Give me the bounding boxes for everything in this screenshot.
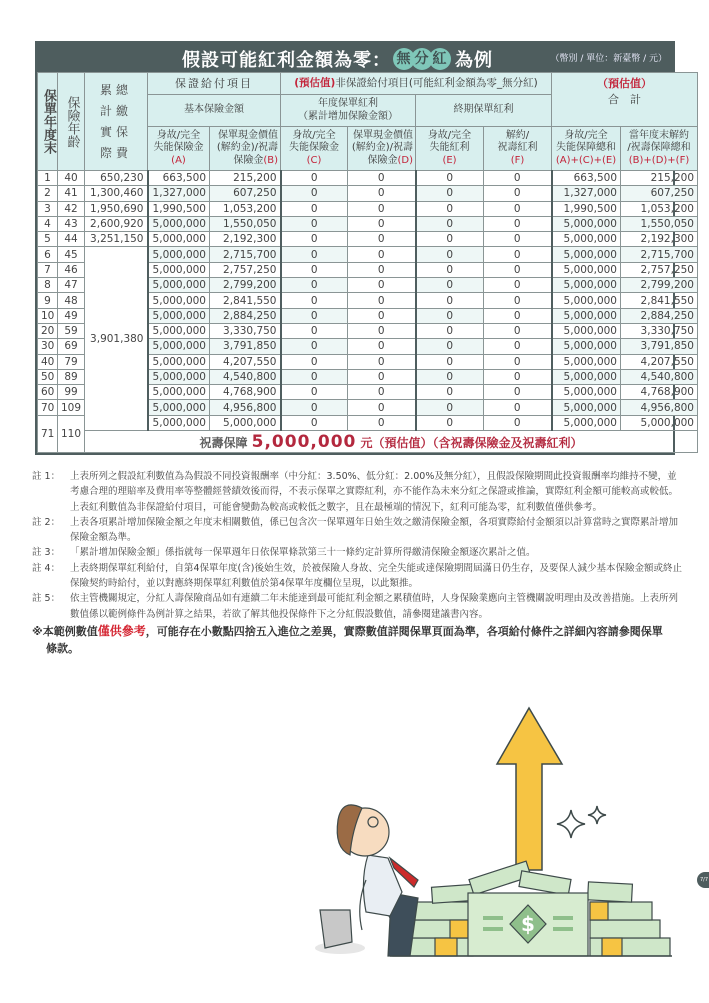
disclaimer-suffix: ，可能存在小數點四捨五入進位之差異，實際數值詳閱保單頁面為準，各項給付條件之詳細內容請參閱保單 — [145, 624, 663, 638]
total-group-header — [552, 73, 698, 127]
cell-g: 5,000,000 — [552, 323, 621, 338]
cell-premium: 1,950,690 — [85, 201, 148, 216]
cell-b: 5,000,000 — [210, 415, 281, 430]
cell-policy-year: 7 — [38, 262, 58, 277]
cell-c: 0 — [281, 385, 348, 400]
disclaimer-prefix: ※本範例數值 — [32, 624, 98, 638]
cell-d: 0 — [348, 171, 416, 186]
badge-fen: 分 — [411, 48, 433, 70]
cell-age: 99 — [58, 385, 85, 400]
cell-age: 44 — [58, 232, 85, 247]
cell-c: 0 — [281, 323, 348, 338]
cell-b: 3,791,850 — [210, 339, 281, 354]
cell-premium: 3,251,150 — [85, 232, 148, 247]
table-title — [182, 46, 493, 72]
cell-b: 4,540,800 — [210, 369, 281, 384]
cell-premium-merged: 3,901,380 — [85, 247, 148, 431]
cell-policy-year: 30 — [38, 339, 58, 354]
cell-c: 0 — [281, 400, 348, 415]
cell-age: 49 — [58, 308, 85, 323]
cell-c: 0 — [281, 308, 348, 323]
cell-d: 0 — [348, 201, 416, 216]
cell-h: 2,799,200 — [621, 278, 698, 293]
cell-f: 0 — [484, 278, 552, 293]
illustration-table — [35, 41, 694, 455]
cell-a: 1,327,000 — [148, 186, 210, 201]
cell-h: 2,715,700 — [621, 247, 698, 262]
cell-c: 0 — [281, 201, 348, 216]
cell-c: 0 — [281, 232, 348, 247]
table-body — [38, 171, 698, 453]
cell-g: 663,500 — [552, 171, 621, 186]
cell-f: 0 — [484, 369, 552, 384]
cell-b: 1,550,050 — [210, 216, 281, 231]
cell-policy-year: 10 — [38, 308, 58, 323]
footnote — [32, 545, 682, 560]
cell-a: 5,000,000 — [148, 323, 210, 338]
cell-c: 0 — [281, 186, 348, 201]
col-age: 保險年齡 — [58, 73, 85, 171]
cell-f: 0 — [484, 385, 552, 400]
cell-g: 5,000,000 — [552, 400, 621, 415]
cell-a: 5,000,000 — [148, 354, 210, 369]
cell-g: 5,000,000 — [552, 216, 621, 231]
cell-policy-year: 40 — [38, 354, 58, 369]
cell-d: 0 — [348, 354, 416, 369]
cell-age: 48 — [58, 293, 85, 308]
cell-f: 0 — [484, 339, 552, 354]
cell-e: 0 — [416, 278, 484, 293]
cell-h: 4,956,800 — [621, 400, 698, 415]
cell-policy-year: 2 — [38, 186, 58, 201]
cell-g: 5,000,000 — [552, 339, 621, 354]
cell-b: 2,192,300 — [210, 232, 281, 247]
annual-dividend-header — [281, 95, 416, 127]
footnote-text: 上表各項累計增加保險金額之年度末相關數值，係已包含次一保單週年日始生效之繳清保險金額，各項實際給付金額須以計算當時之實際累計增加保險金額為準。 — [70, 516, 679, 544]
cell-policy-year: 4 — [38, 216, 58, 231]
cell-b: 4,768,900 — [210, 385, 281, 400]
cell-g: 5,000,000 — [552, 247, 621, 262]
cell-h: 2,192,300 — [621, 232, 698, 247]
cell-c: 0 — [281, 278, 348, 293]
estimate-label: (預估值) — [294, 76, 336, 89]
cell-e: 0 — [416, 400, 484, 415]
cell-a: 5,000,000 — [148, 308, 210, 323]
maturity-benefit-summary — [85, 431, 698, 453]
cell-age: 43 — [58, 216, 85, 231]
terminal-dividend-header: 終期保單紅利 — [416, 95, 552, 127]
cell-a: 5,000,000 — [148, 339, 210, 354]
cell-a: 5,000,000 — [148, 293, 210, 308]
cell-policy-year: 70 — [38, 400, 58, 415]
disclaimer-line2: 條款。 — [46, 641, 79, 655]
summary-row — [38, 431, 698, 453]
final-disclaimer — [32, 623, 682, 657]
notes-list — [32, 469, 682, 622]
annual-dividend-sublabel: （累計增加保險金額） — [298, 110, 398, 122]
col-policy-year: 保單年度末 — [38, 73, 58, 171]
cell-h: 4,540,800 — [621, 369, 698, 384]
cell-d: 0 — [348, 308, 416, 323]
growth-illustration — [290, 680, 709, 1003]
cell-age: 89 — [58, 369, 85, 384]
cell-policy-year: 3 — [38, 201, 58, 216]
cell-h: 2,884,250 — [621, 308, 698, 323]
cell-e: 0 — [416, 354, 484, 369]
cell-f: 0 — [484, 262, 552, 277]
cell-g: 5,000,000 — [552, 262, 621, 277]
cell-b: 4,207,550 — [210, 354, 281, 369]
cell-b: 1,053,200 — [210, 201, 281, 216]
money-stack-icon — [390, 861, 672, 956]
cell-b: 4,956,800 — [210, 400, 281, 415]
cell-premium: 2,600,920 — [85, 216, 148, 231]
cell-a: 5,000,000 — [148, 400, 210, 415]
cell-b: 215,200 — [210, 171, 281, 186]
col-g: 身故/完全 失能保障總和 (A)+(C)+(E) — [552, 127, 621, 171]
cell-b: 2,799,200 — [210, 278, 281, 293]
cell-f: 0 — [484, 400, 552, 415]
cell-g: 5,000,000 — [552, 415, 621, 430]
cell-age: 69 — [58, 339, 85, 354]
cell-a: 5,000,000 — [148, 216, 210, 231]
basic-sum-header: 基本保險金額 — [148, 95, 281, 127]
cell-age: 40 — [58, 171, 85, 186]
title-suffix: 為例 — [455, 50, 493, 71]
col-c: 身故/完全 失能保險金 (C) — [281, 127, 348, 171]
cell-c: 0 — [281, 369, 348, 384]
cell-e: 0 — [416, 232, 484, 247]
cell-e: 0 — [416, 247, 484, 262]
cell-e: 0 — [416, 385, 484, 400]
cell-d: 0 — [348, 216, 416, 231]
total-label: 合 計 — [608, 92, 641, 106]
table-row — [38, 201, 698, 216]
cell-d: 0 — [348, 293, 416, 308]
cell-g: 5,000,000 — [552, 354, 621, 369]
cell-c: 0 — [281, 293, 348, 308]
cell-d: 0 — [348, 262, 416, 277]
summary-note: 元（預估值）（含祝壽保險金及祝壽紅利） — [356, 435, 583, 450]
cell-a: 5,000,000 — [148, 278, 210, 293]
cell-b: 2,757,250 — [210, 262, 281, 277]
cell-f: 0 — [484, 354, 552, 369]
badge-wu: 無 — [393, 48, 415, 70]
cell-e: 0 — [416, 186, 484, 201]
nonguaranteed-label: 非保證給付項目(可能紅利金額為零_無分紅) — [335, 76, 538, 89]
footnote-text: 上表終期保單紅利給付，自第4保單年度(含)後始生效，於被保險人身故、完全失能或達保險期間屆滿日仍生存，及要保人減少基本保險金額或終止保險契約時給付，並以對應終期保單紅利數值於第4保單年度欄位呈現，以此類推。 — [70, 562, 682, 590]
svg-text:$: $ — [521, 912, 535, 936]
col-e: 身故/完全 失能紅利 (E) — [416, 127, 484, 171]
cell-a: 5,000,000 — [148, 385, 210, 400]
footnotes — [32, 469, 682, 657]
no-dividend-badges — [395, 48, 449, 70]
cell-policy-year: 6 — [38, 247, 58, 262]
cell-policy-year: 20 — [38, 323, 58, 338]
cell-e: 0 — [416, 323, 484, 338]
cell-c: 0 — [281, 339, 348, 354]
sparkle-icon — [557, 806, 606, 838]
cell-c: 0 — [281, 415, 348, 430]
cell-c: 0 — [281, 262, 348, 277]
footnote — [32, 515, 682, 546]
cell-g: 5,000,000 — [552, 232, 621, 247]
footnote-text: 「累計增加保險金額」係指就每一保單週年日依保單條款第三十一條約定計算所得繳清保險金額逐次累計之值。 — [70, 547, 536, 559]
cell-h: 5,000,000 — [621, 415, 698, 430]
cell-g: 5,000,000 — [552, 293, 621, 308]
businessman-icon — [315, 805, 418, 956]
benefit-table — [37, 72, 698, 453]
table-row — [38, 186, 698, 201]
currency-unit: （幣別 / 單位：新臺幣 / 元） — [550, 54, 667, 64]
cell-age: 45 — [58, 247, 85, 262]
cell-premium: 650,230 — [85, 171, 148, 186]
guaranteed-group-header: 保證給付項目 — [148, 73, 281, 95]
cell-d: 0 — [348, 385, 416, 400]
cell-h: 2,757,250 — [621, 262, 698, 277]
cell-f: 0 — [484, 308, 552, 323]
title-prefix: 假設可能紅利金額為零： — [182, 50, 391, 71]
cell-f: 0 — [484, 186, 552, 201]
cell-f: 0 — [484, 323, 552, 338]
cell-d: 0 — [348, 247, 416, 262]
cell-age: 42 — [58, 201, 85, 216]
cell-g: 5,000,000 — [552, 308, 621, 323]
cell-e: 0 — [416, 293, 484, 308]
table-row — [38, 216, 698, 231]
cell-d: 0 — [348, 232, 416, 247]
cell-policy-year: 71 — [38, 415, 58, 452]
footnote-text: 依主管機關規定，分紅人壽保險商品如有連續二年未能達到最可能紅利金額之累積值時，人身保險業應向主管機關說明理由及改善措施。上表所列數值係以範例條件為例計算之結果，若欲了解其他投保條件下之分紅假設數值，請參閱建議書內容。 — [70, 593, 679, 620]
cell-e: 0 — [416, 339, 484, 354]
cell-h: 215,200 — [621, 171, 698, 186]
col-b: 保單現金價值 (解約金)/祝壽 保險金(B) — [210, 127, 281, 171]
cell-b: 2,841,550 — [210, 293, 281, 308]
cell-g: 1,990,500 — [552, 201, 621, 216]
summary-amount: 5,000,000 — [251, 431, 357, 452]
table-row — [38, 171, 698, 186]
table-title-bar — [37, 43, 673, 72]
footnote-tag: 註 1： — [32, 471, 61, 482]
cell-d: 0 — [348, 400, 416, 415]
cell-h: 2,841,550 — [621, 293, 698, 308]
total-estimate-label: （預估值） — [597, 77, 652, 90]
cell-d: 0 — [348, 339, 416, 354]
cell-b: 3,330,750 — [210, 323, 281, 338]
cell-policy-year: 5 — [38, 232, 58, 247]
cell-c: 0 — [281, 247, 348, 262]
cell-e: 0 — [416, 369, 484, 384]
cell-f: 0 — [484, 216, 552, 231]
footnote-tag: 註 5： — [32, 593, 61, 605]
cell-age: 46 — [58, 262, 85, 277]
cell-age: 41 — [58, 186, 85, 201]
cell-e: 0 — [416, 171, 484, 186]
nonguaranteed-group-header — [281, 73, 552, 95]
cell-f: 0 — [484, 171, 552, 186]
cell-c: 0 — [281, 216, 348, 231]
table-row — [38, 232, 698, 247]
footnote — [32, 469, 682, 515]
cell-f: 0 — [484, 247, 552, 262]
cell-policy-year: 1 — [38, 171, 58, 186]
col-premium: 累總 計繳 實保 際費 — [85, 73, 148, 171]
annual-dividend-label: 年度保單紅利 — [318, 98, 378, 109]
cell-d: 0 — [348, 278, 416, 293]
badge-hong: 紅 — [429, 48, 451, 70]
cell-a: 5,000,000 — [148, 262, 210, 277]
cell-age: 109 — [58, 400, 85, 415]
footnote — [32, 561, 682, 592]
cell-premium: 1,300,460 — [85, 186, 148, 201]
cell-e: 0 — [416, 216, 484, 231]
cell-policy-year: 8 — [38, 278, 58, 293]
cell-e: 0 — [416, 262, 484, 277]
cell-b: 607,250 — [210, 186, 281, 201]
cell-age: 59 — [58, 323, 85, 338]
col-a: 身故/完全 失能保險金 (A) — [148, 127, 210, 171]
cell-age: 110 — [58, 415, 85, 452]
col-f: 解約/ 祝壽紅利 (F) — [484, 127, 552, 171]
cell-c: 0 — [281, 354, 348, 369]
table-row — [38, 247, 698, 262]
cell-d: 0 — [348, 415, 416, 430]
cell-policy-year: 60 — [38, 385, 58, 400]
cell-f: 0 — [484, 232, 552, 247]
footnote-tag: 註 4： — [32, 562, 61, 574]
disclaimer-highlight: 僅供參考 — [97, 623, 146, 638]
cell-f: 0 — [484, 201, 552, 216]
cell-h: 4,207,550 — [621, 354, 698, 369]
cell-c: 0 — [281, 171, 348, 186]
cell-h: 3,791,850 — [621, 339, 698, 354]
cell-policy-year: 9 — [38, 293, 58, 308]
cell-d: 0 — [348, 323, 416, 338]
cell-e: 0 — [416, 308, 484, 323]
cell-policy-year: 50 — [38, 369, 58, 384]
col-d: 保單現金價值 (解約金)/祝壽 保險金(D) — [348, 127, 416, 171]
cell-h: 3,330,750 — [621, 323, 698, 338]
cell-age: 47 — [58, 278, 85, 293]
cell-b: 2,715,700 — [210, 247, 281, 262]
cell-a: 5,000,000 — [148, 369, 210, 384]
cell-a: 5,000,000 — [148, 232, 210, 247]
cell-h: 4,768,900 — [621, 385, 698, 400]
cell-g: 5,000,000 — [552, 369, 621, 384]
summary-label: 祝壽保障 — [199, 435, 252, 450]
cell-e: 0 — [416, 415, 484, 430]
up-arrow-icon — [497, 708, 562, 870]
col-h: 當年度末解約 /祝壽保障總和 (B)+(D)+(F) — [621, 127, 698, 171]
cell-h: 1,550,050 — [621, 216, 698, 231]
cell-d: 0 — [348, 369, 416, 384]
cell-h: 607,250 — [621, 186, 698, 201]
cell-g: 1,327,000 — [552, 186, 621, 201]
cell-e: 0 — [416, 201, 484, 216]
page-indicator: 7/7 — [697, 872, 709, 888]
cell-g: 5,000,000 — [552, 278, 621, 293]
cell-a: 663,500 — [148, 171, 210, 186]
footnote-text: 上表所列之假設紅利數值為為假設不同投資報酬率（中分紅：3.50%、低分紅：2.00%及無分紅），且假設保險期間此投資報酬率均維持不變，並考慮合理的理賠率及費用率等整體經營績效後而得，不表示保單之實際紅利，亦不能作為未來分紅之保證或推論，實際紅利金額可能較高或較低。上表紅利數值為非保證給付項目，可能會變動為較高或較低之數字，且在最極端的情況下，紅利可能為零，紅利數值僅供參考。 — [70, 471, 679, 513]
cell-a: 5,000,000 — [148, 247, 210, 262]
footnote-tag: 註 2： — [32, 516, 61, 528]
cell-h: 1,053,200 — [621, 201, 698, 216]
footnote-tag: 註 3： — [32, 547, 61, 559]
cell-b: 2,884,250 — [210, 308, 281, 323]
cell-a: 1,990,500 — [148, 201, 210, 216]
footnote — [32, 591, 682, 622]
cell-g: 5,000,000 — [552, 385, 621, 400]
cell-f: 0 — [484, 415, 552, 430]
cell-age: 79 — [58, 354, 85, 369]
cell-d: 0 — [348, 186, 416, 201]
cell-f: 0 — [484, 293, 552, 308]
cell-a: 5,000,000 — [148, 415, 210, 430]
